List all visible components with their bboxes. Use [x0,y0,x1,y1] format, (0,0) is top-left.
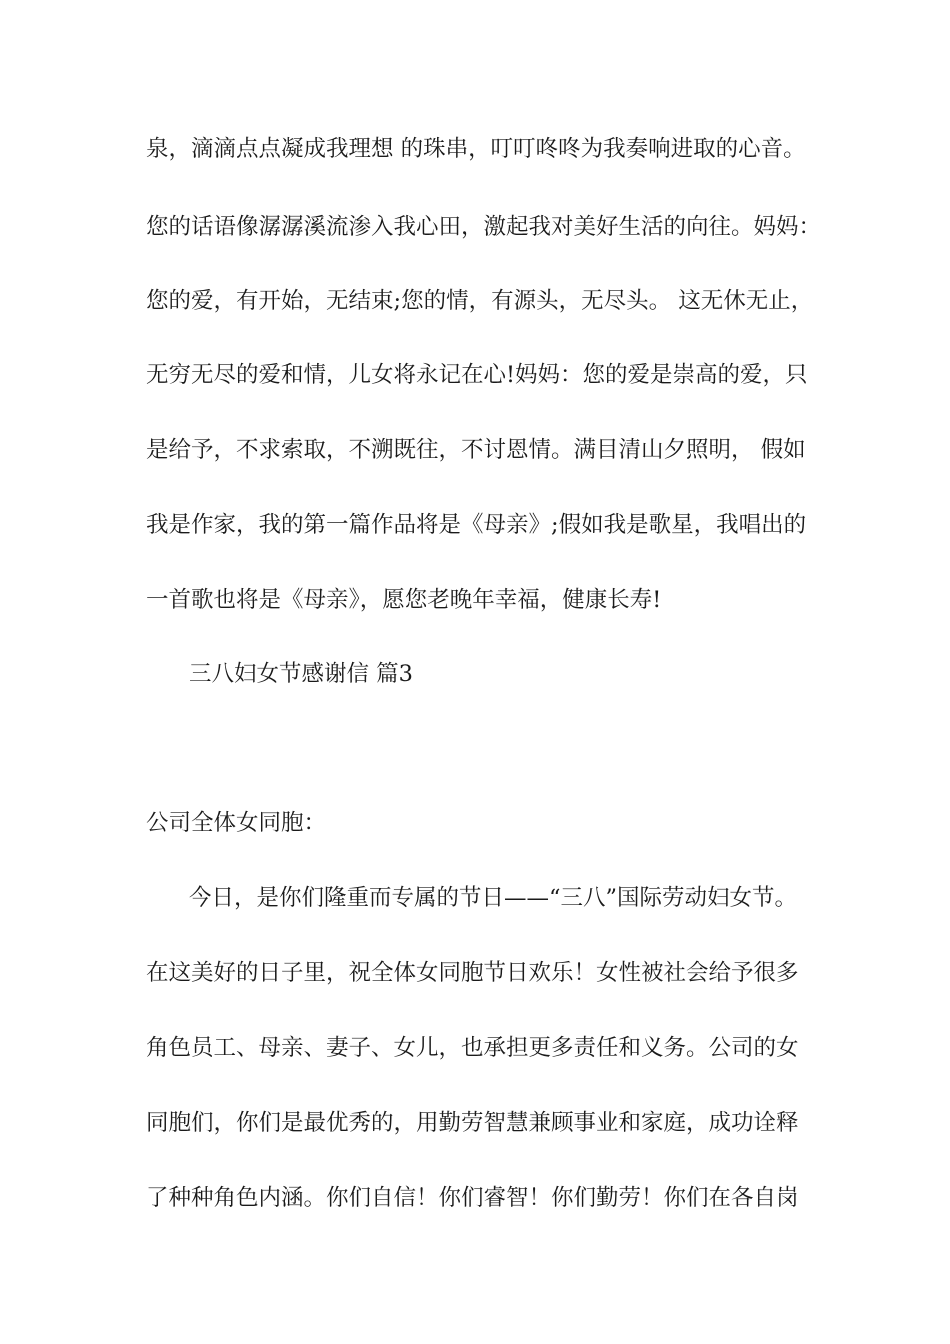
paragraph-line: 角色员工、母亲、妻子、女儿，也承担更多责任和义务。公司的女 [146,1035,799,1061]
salutation: 公司全体女同胞： [146,810,327,836]
section-heading: 三八妇女节感谢信 篇3 [189,661,413,687]
paragraph-line: 今日，是你们隆重而专属的节日——“三八”国际劳动妇女节。 [189,885,798,911]
paragraph-line: 在这美好的日子里，祝全体女同胞节日欢乐！女性被社会给予很多 [146,960,799,986]
paragraph-line: 您的话语像潺潺溪流渗入我心田，激起我对美好生活的向往。妈妈： [146,214,822,240]
paragraph-line: 我是作家，我的第一篇作品将是《母亲》;假如我是歌星，我唱出的 [146,512,807,538]
paragraph-line: 是给予，不求索取，不溯既往，不讨恩情。满目清山夕照明， 假如 [146,437,806,463]
paragraph-line: 了种种角色内涵。你们自信！你们睿智！你们勤劳！你们在各自岗 [146,1185,799,1211]
paragraph-line: 泉，滴滴点点凝成我理想 的珠串，叮叮咚咚为我奏响进取的心音。 [146,136,806,162]
paragraph-line: 一首歌也将是《母亲》，愿您老晚年幸福，健康长寿! [146,587,662,613]
paragraph-line: 无穷无尽的爱和情，儿女将永记在心!妈妈：您的爱是崇高的爱，只 [146,362,808,388]
paragraph-line: 同胞们，你们是最优秀的，用勤劳智慧兼顾事业和家庭，成功诠释 [146,1110,799,1136]
paragraph-line: 您的爱，有开始，无结束;您的情，有源头，无尽头。 这无休无止， [146,288,814,314]
